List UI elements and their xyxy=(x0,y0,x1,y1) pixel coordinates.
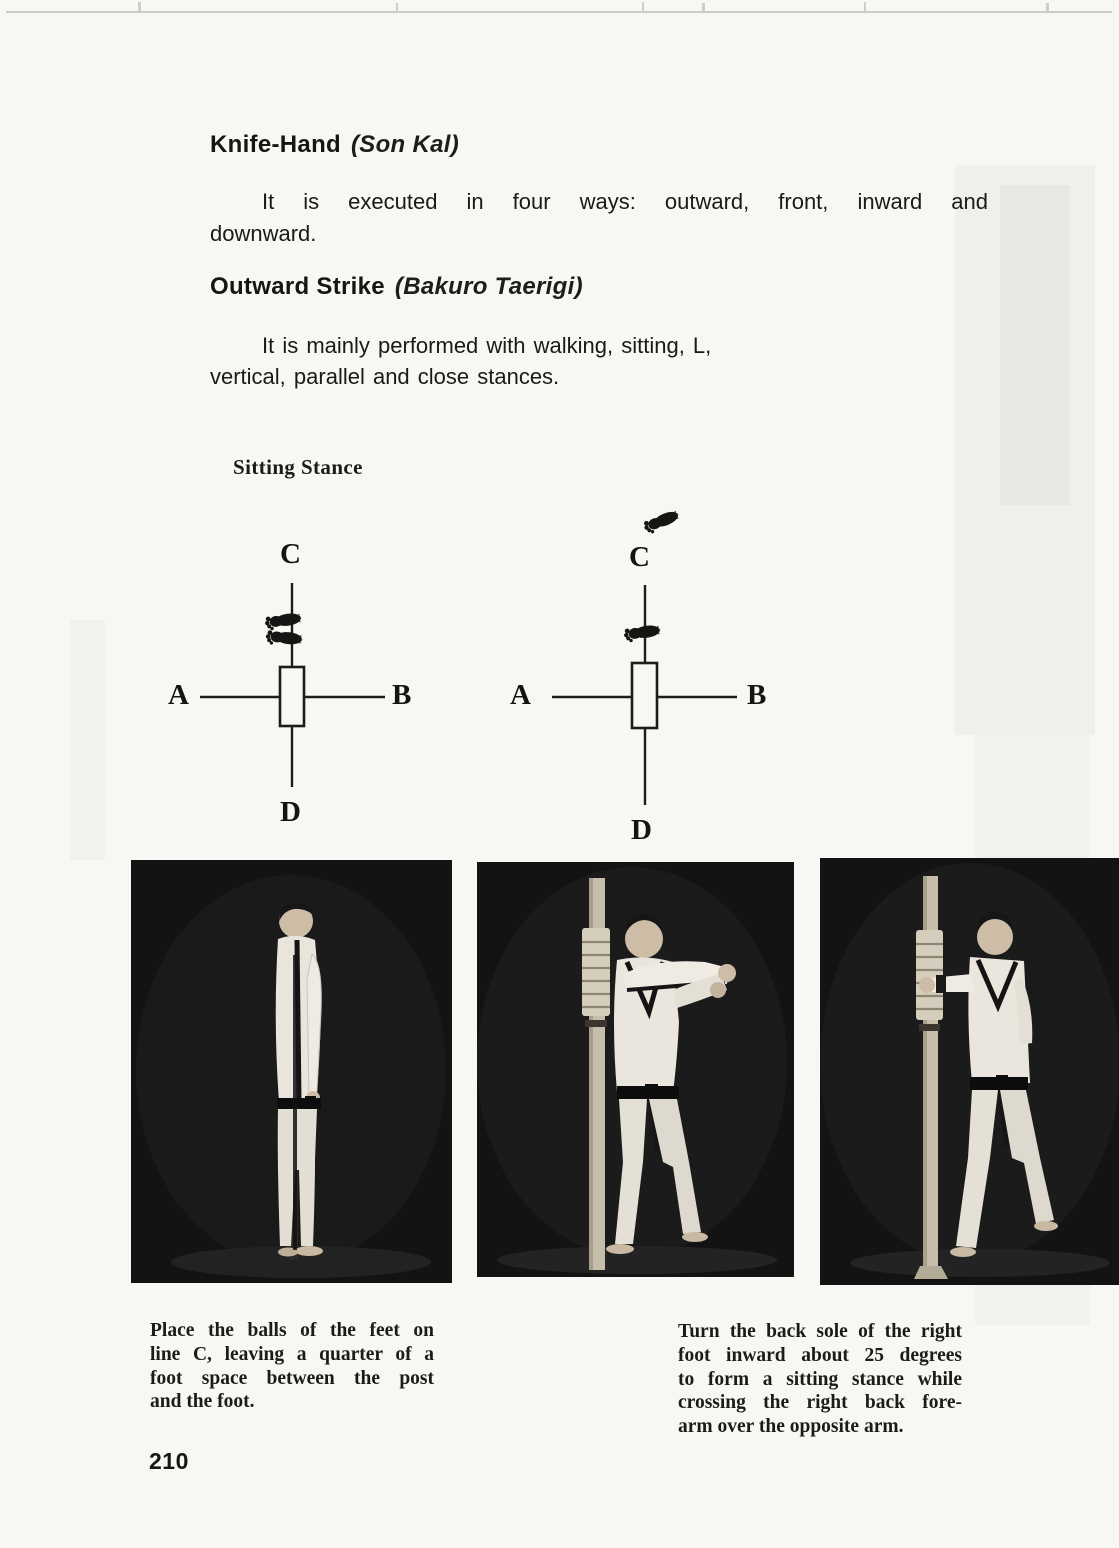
scan-ghosting xyxy=(955,165,1095,735)
pad-binding xyxy=(919,1024,940,1031)
head xyxy=(977,919,1013,955)
footprint-icon xyxy=(264,612,302,631)
belt-knot xyxy=(305,1096,316,1111)
caption-line: foot space between the post xyxy=(150,1367,434,1389)
scan-ghosting xyxy=(1000,185,1070,505)
diagram-point-c: C xyxy=(629,541,650,573)
footprint-icon xyxy=(265,630,302,648)
scan-tick xyxy=(396,3,398,11)
photo-outward-strike xyxy=(820,858,1119,1285)
caption-line: crossing the right back fore- xyxy=(678,1392,962,1414)
intro-paragraph xyxy=(210,186,988,250)
diagram-point-c: C xyxy=(280,538,301,570)
diagram-point-d: D xyxy=(631,814,652,846)
caption-line: Place the balls of the feet on xyxy=(150,1320,434,1341)
sleeve-cuff xyxy=(936,975,946,993)
section-title: Knife-Hand xyxy=(210,131,341,158)
scan-tick xyxy=(864,2,866,11)
foot xyxy=(682,1232,708,1242)
subsection-title-korean: (Bakuro Taerigi) xyxy=(394,273,583,300)
foot xyxy=(295,1246,323,1256)
jacket-trim xyxy=(297,940,299,1100)
caption-left xyxy=(150,1319,434,1414)
scan-line xyxy=(6,11,1112,13)
scan-tick xyxy=(1046,3,1049,11)
section-title-korean: (Son Kal) xyxy=(351,131,460,158)
footprint-icon xyxy=(623,624,661,643)
caption-line: arm over the opposite arm. xyxy=(678,1416,904,1438)
belt-knot xyxy=(645,1084,658,1101)
scan-tick xyxy=(702,3,705,11)
paragraph-line: vertical, parallel and close stances. xyxy=(210,364,560,389)
post-rectangle xyxy=(280,667,304,726)
post-rectangle xyxy=(632,663,657,728)
photo-crossing-forearms xyxy=(477,862,794,1277)
diagram-label: Sitting Stance xyxy=(233,455,363,479)
stance-diagram-right xyxy=(500,498,800,818)
knife-hand xyxy=(919,977,935,993)
footprint-icon-stepping xyxy=(642,509,681,536)
usage-paragraph xyxy=(210,330,850,392)
subsection-heading xyxy=(210,273,583,301)
pad-binding xyxy=(585,1020,607,1027)
stance-diagram-left xyxy=(150,528,430,808)
diagram-point-a: A xyxy=(510,679,531,711)
paragraph-line: It is mainly performed with walking, sitting, L, xyxy=(262,333,712,358)
foot xyxy=(606,1244,634,1254)
foot xyxy=(950,1247,976,1257)
caption-line: and the foot. xyxy=(150,1391,255,1413)
caption-line: line C, leaving a quarter of a xyxy=(150,1343,434,1365)
diagram-point-b: B xyxy=(747,679,767,711)
fist xyxy=(710,982,726,998)
belt-knot xyxy=(996,1075,1008,1092)
fist xyxy=(718,964,736,982)
page-number: 210 xyxy=(149,1448,189,1474)
floor-shadow xyxy=(497,1246,777,1274)
diagram-point-d: D xyxy=(280,796,301,828)
subsection-title: Outward Strike xyxy=(210,273,385,300)
caption-right xyxy=(678,1320,962,1439)
caption-line: Turn the back sole of the right xyxy=(678,1321,962,1342)
scan-ghosting xyxy=(70,620,105,860)
paragraph-line: It is executed in four ways: outward, front, inward and xyxy=(262,189,988,214)
foot xyxy=(1034,1221,1058,1231)
scan-tick xyxy=(642,2,644,11)
caption-line: foot inward about 25 degrees xyxy=(678,1344,962,1366)
post-edge xyxy=(293,955,297,1250)
scan-tick xyxy=(138,2,141,11)
section-heading xyxy=(210,131,459,159)
paragraph-line: downward. xyxy=(210,221,317,246)
diagram-point-b: B xyxy=(392,679,412,711)
caption-line: to form a sitting stance while xyxy=(678,1368,962,1390)
floor-shadow xyxy=(850,1249,1110,1277)
photo-side-view xyxy=(131,860,452,1283)
diagram-point-a: A xyxy=(168,679,189,711)
